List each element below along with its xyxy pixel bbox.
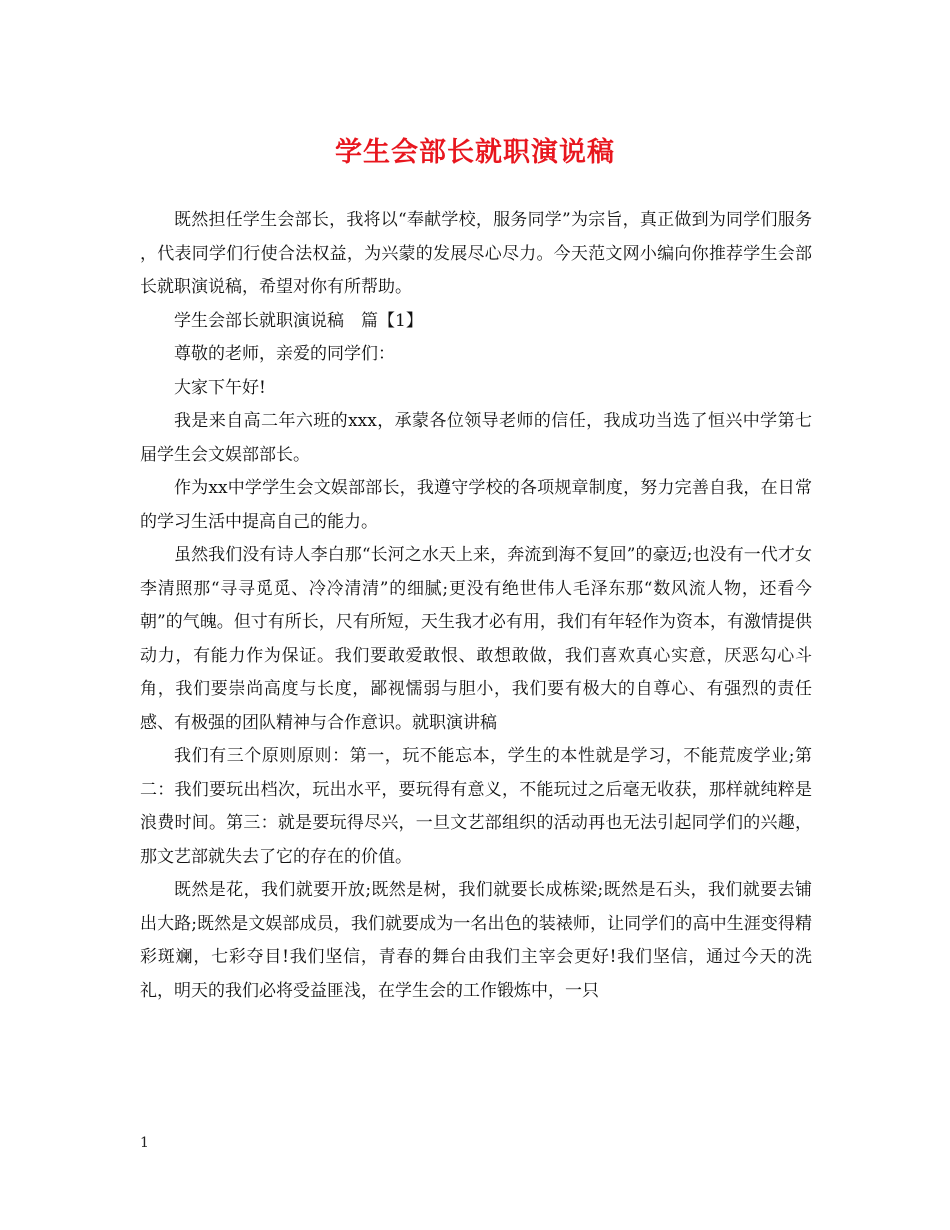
paragraph-intro: 既然担任学生会部长，我将以“奉献学校，服务同学”为宗旨，真正做到为同学们服务 ，代表同学们行使合法权益，为兴蒙的发展尽心尽力。今天范文网小编向你推荐学生会部长就职演说稿，希望对你有所帮助。 [140,210,812,297]
document-title: 学生会部长就职演说稿 [335,137,615,168]
document-body [140,204,812,1008]
paragraph: 我们有三个原则原则：第一，玩不能忘本，学生的本性就是学习，不能荒废学业;第二：我们要玩出档次，玩出水平，要玩得有意义，不能玩过之后毫无收获，那样就纯粹是浪费时间。第三：就是要玩得尽兴，一旦文艺部组织的活动再也无法引起同学们的兴趣，那文艺部就失去了它的存在的价值。 [140,746,812,867]
paragraph: 既然是花，我们就要开放;既然是树，我们就要长成栋梁;既然是石头，我们就要去铺出大路;既然是文娱部成员，我们就要成为一名出色的装裱师，让同学们的高中生涯变得精彩斑斓，七彩夺目!我们坚信，青春的舞台由我们主宰会更好!我们坚信，通过今天的洗礼，明天的我们必将受益匪浅，在学生会的工作锻炼中，一只 [140,880,812,1001]
greeting: 大家下午好! [174,377,266,398]
salutation: 尊敬的老师，亲爱的同学们： [174,344,395,364]
paragraph: 作为xx中学学生会文娱部部长，我遵守学校的各项规章制度，努力完善自我，在日常的学习生活中提高自己的能力。 [140,478,812,532]
page-number: 1 [140,1135,149,1151]
paragraph: 虽然我们没有诗人李白那“长河之水天上来，奔流到海不复回”的豪迈;也没有一代才女李清照那“寻寻觅觅、冷冷清清”的细腻;更没有绝世伟人毛泽东那“数风流人物，还看今朝”的气魄。但寸有所长，尺有所短，天生我才必有用，我们有年轻作为资本，有激情提供动力，有能力作为保证。我们要敢爱敢恨、敢想敢做，我们喜欢真心实意，厌恶勾心斗角，我们要崇尚高度与长度，鄙视懦弱与胆小，我们要有极大的自尊心、有强烈的责任感、有极强的团队精神与合作意识。就职演讲稿 [140,545,812,733]
section-heading: 学生会部长就职演说稿 篇【1】 [174,310,423,331]
paragraph: 我是来自高二年六班的xxx，承蒙各位领导老师的信任，我成功当选了恒兴中学第七届学生会文娱部部长。 [140,411,812,465]
